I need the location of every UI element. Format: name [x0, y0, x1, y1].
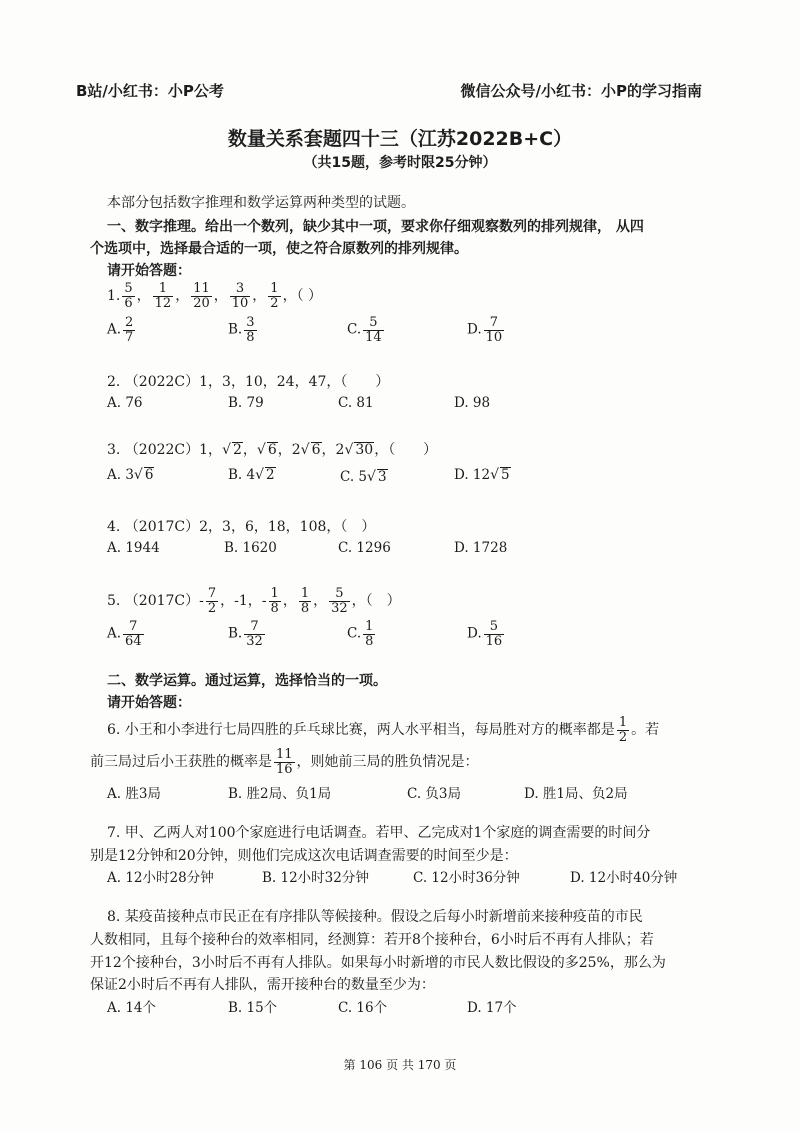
- q4-option-d[interactable]: D. 1728: [454, 540, 508, 556]
- section1-heading-line1: 一、数字推理。给出一个数列，缺少其中一项，要求你仔细观察数列的排列规律， 从四: [107, 219, 644, 235]
- fraction: $\frac{1}{12}$: [154, 281, 172, 311]
- q1-option-c[interactable]: C. $\frac{5}{14}$: [347, 315, 382, 345]
- q6-option-a[interactable]: A. 胜3局: [107, 786, 161, 802]
- section1-heading-line2: 个选项中，选择最合适的一项，使之符合原数列的排列规律。: [90, 241, 468, 257]
- section2-heading: 二、数学运算。通过运算，选择恰当的一项。: [107, 673, 387, 689]
- q1-option-b[interactable]: B. $\frac{3}{8}$: [228, 315, 255, 345]
- q4-option-a[interactable]: A. 1944: [107, 540, 160, 556]
- question-5-stem: 5. （2017C）- $\frac{7}{2}$ ，-1，- $\frac{1}{8}$ ， $\frac{1}{8}$ ， $\frac{5}{32}$ ，（ ）: [107, 586, 401, 616]
- q5-option-c[interactable]: C. $\frac{1}{8}$: [347, 619, 374, 649]
- q2-option-c[interactable]: C. 81: [338, 395, 374, 411]
- q8-option-d[interactable]: D. 17个: [467, 1000, 517, 1016]
- question-6-line2: 前三局过后小王获胜的概率是 $\frac{11}{16}$ ，则她前三局的胜负情况是：: [90, 747, 479, 777]
- q8-option-a[interactable]: A. 14个: [107, 1000, 157, 1016]
- q7-option-d[interactable]: D. 12小时40分钟: [570, 870, 678, 886]
- q6-option-c[interactable]: C. 负3局: [407, 786, 462, 802]
- fraction: $\frac{5}{6}$: [124, 281, 133, 311]
- q5-option-b[interactable]: B. $\frac{7}{32}$: [228, 619, 263, 649]
- q2-option-d[interactable]: D. 98: [454, 395, 491, 411]
- question-7-line1: 7. 甲、乙两人对100个家庭进行电话调查。若甲、乙完成对1个家庭的调查需要的时间分: [107, 825, 651, 841]
- header-right: 微信公众号/小红书：小P的学习指南: [460, 82, 702, 100]
- question-6-line1: 6. 小王和小李进行七局四胜的乒乓球比赛，两人水平相当，每局胜对方的概率都是 $\frac{1}{2}$ 。若: [107, 715, 660, 745]
- question-3-stem: 3. （2022C）1，√ 2，√ 6，2√ 6，2√ 30，（ ）: [107, 442, 438, 458]
- q2-option-b[interactable]: B. 79: [228, 395, 264, 411]
- page-subtitle: （共15题，参考时限25分钟）: [303, 155, 497, 171]
- page-title: 数量关系套题四十三（江苏2022B+C）: [227, 128, 573, 150]
- section1-start: 请开始答题：: [107, 263, 191, 279]
- q7-option-b[interactable]: B. 12小时32分钟: [262, 870, 369, 886]
- question-8-line4: 保证2小时后不再有人排队，需开接种台的数量至少为：: [90, 977, 435, 993]
- q8-option-b[interactable]: B. 15个: [228, 1000, 278, 1016]
- q5-option-a[interactable]: A. $\frac{7}{64}$: [107, 619, 142, 649]
- q3-option-c[interactable]: C. 5√ 3: [340, 469, 387, 485]
- q4-option-c[interactable]: C. 1296: [338, 540, 391, 556]
- answer-blank: （ ）: [296, 288, 323, 305]
- q5-option-d[interactable]: D. $\frac{5}{16}$: [467, 619, 503, 649]
- q1-option-a[interactable]: A. $\frac{2}{7}$: [107, 315, 134, 345]
- header-left: B站/小红书：小P公考: [76, 82, 224, 100]
- question-8-line2: 人数相同，且每个接种台的效率相同，经测算：若开8个接种台，6小时后不再有人排队；若: [90, 932, 654, 948]
- question-2-stem: 2. （2022C）1，3，10，24，47，（ ）: [107, 374, 390, 390]
- page-number: 第 106 页 共 170 页: [343, 1058, 457, 1072]
- question-1-stem: 1. $\frac{5}{6}$ ， $\frac{1}{12}$ ， $\frac{11}{20}$ ， $\frac{3}{10}$ ， $\frac{1}{2}$ ，（ ）: [107, 281, 323, 311]
- q7-option-c[interactable]: C. 12小时36分钟: [413, 870, 520, 886]
- q8-option-c[interactable]: C. 16个: [338, 1000, 388, 1016]
- section2-start: 请开始答题：: [107, 695, 191, 711]
- question-4-stem: 4. （2017C）2，3，6，18，108，（ ）: [107, 519, 376, 535]
- q6-option-d[interactable]: D. 胜1局、负2局: [524, 786, 628, 802]
- question-8-line1: 8. 某疫苗接种点市民正在有序排队等候接种。假设之后每小时新增前来接种疫苗的市民: [107, 909, 643, 925]
- fraction: $\frac{11}{20}$: [193, 281, 210, 311]
- q3-option-d[interactable]: D. 12√ 5: [454, 467, 510, 483]
- fraction: $\frac{1}{2}$: [270, 281, 279, 311]
- q6-option-b[interactable]: B. 胜2局、负1局: [228, 786, 332, 802]
- q3-option-b[interactable]: B. 4√ 2: [228, 467, 275, 483]
- q2-option-a[interactable]: A. 76: [107, 395, 143, 411]
- fraction: $\frac{3}{10}$: [231, 281, 249, 311]
- q7-option-a[interactable]: A. 12小时28分钟: [107, 870, 214, 886]
- question-7-line2: 别是12分钟和20分钟，则他们完成这次电话调查需要的时间至少是：: [90, 848, 518, 864]
- question-number: 1.: [107, 288, 121, 305]
- q3-option-a[interactable]: A. 3√ 6: [107, 467, 154, 483]
- question-8-line3: 开12个接种台，3小时后不再有人排队。如果每小时新增的市民人数比假设的多25%，那么为: [90, 955, 666, 971]
- q1-option-d[interactable]: D. $\frac{7}{10}$: [467, 315, 503, 345]
- q4-option-b[interactable]: B. 1620: [224, 540, 277, 556]
- intro-text: 本部分包括数字推理和数学运算两种类型的试题。: [107, 195, 415, 211]
